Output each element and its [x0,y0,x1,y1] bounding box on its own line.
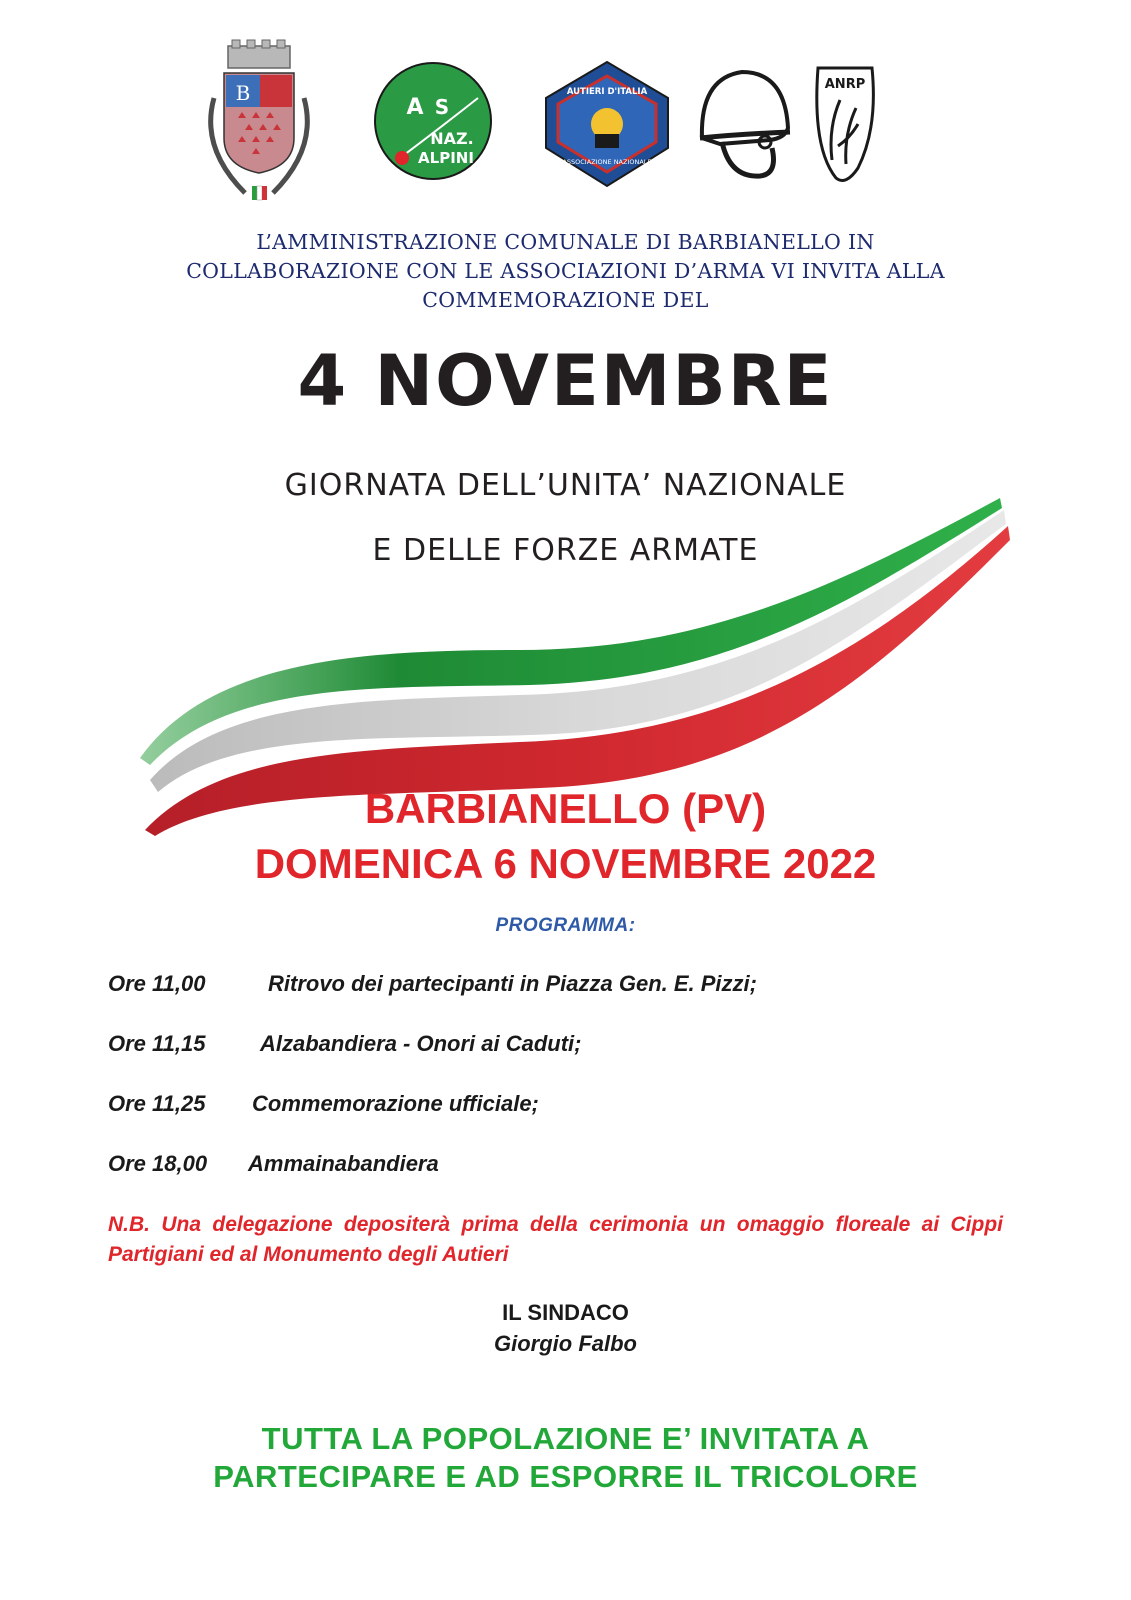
svg-text:AUTIERI D'ITALIA: AUTIERI D'ITALIA [566,87,648,97]
schedule-item [108,1151,439,1177]
schedule-text: Commemorazione ufficiale; [252,1091,539,1116]
programma-label: PROGRAMMA: [495,915,636,936]
event-date: DOMENICA 6 NOVEMBRE 2022 [254,840,877,887]
helmet-logo [700,72,790,176]
svg-text:NAZ.: NAZ. [430,129,474,148]
autieri-italia-logo [546,62,668,186]
closing-line-2: PARTECIPARE E AD ESPORRE IL TRICOLORE [213,1459,918,1494]
page-title: 4 NOVEMBRE [297,340,834,422]
schedule-time: Ore 11,25 [108,1091,206,1116]
intro-line-3: COMMEMORAZIONE DEL [422,288,709,312]
svg-text:ALPINI: ALPINI [418,149,474,167]
intro-line-1: L’AMMINISTRAZIONE COMUNALE DI BARBIANELLO IN [256,230,875,254]
subtitle-line-2: E DELLE FORZE ARMATE [372,533,759,568]
svg-text:B: B [235,81,251,105]
svg-text:ANRP: ANRP [824,77,866,92]
schedule-item [108,971,757,997]
schedule-text: Ammainabandiera [248,1151,439,1176]
anrp-logo [817,68,874,180]
signature-role: IL SINDACO [502,1300,629,1325]
closing-line-1: TUTTA LA POPOLAZIONE E’ INVITATA A [261,1421,870,1456]
note-text: N.B. Una delegazione depositerà prima della cerimonia un omaggio floreale ai Cippi Partigiani ed al Monumento degli Autieri [108,1213,1003,1266]
intro-line-2: COLLABORAZIONE CON LE ASSOCIAZIONI D’ARMA VI INVITA ALLA [186,259,945,283]
barbianello-coat-of-arms [211,40,308,200]
svg-text:ASSOCIAZIONE NAZIONALE: ASSOCIAZIONE NAZIONALE [562,158,652,166]
schedule-item [108,1091,539,1117]
subtitle-line-1: GIORNATA DELL’UNITA’ NAZIONALE [284,468,847,503]
schedule-time: Ore 18,00 [108,1151,208,1176]
event-location: BARBIANELLO (PV) [364,785,767,832]
schedule-time: Ore 11,00 [108,971,206,996]
signature-name: Giorgio Falbo [494,1331,637,1356]
schedule-text: Alzabandiera - Onori ai Caduti; [260,1031,582,1056]
ana-alpini-logo [375,63,491,179]
intro-text [0,228,1131,315]
svg-text:S: S [434,95,450,119]
closing-message [0,1420,1131,1496]
schedule-text: Ritrovo dei partecipanti in Piazza Gen. E. Pizzi; [268,971,757,996]
svg-text:A: A [406,95,424,120]
schedule-time: Ore 11,15 [108,1031,206,1056]
schedule-item [108,1031,581,1057]
logos-row [0,38,1131,208]
